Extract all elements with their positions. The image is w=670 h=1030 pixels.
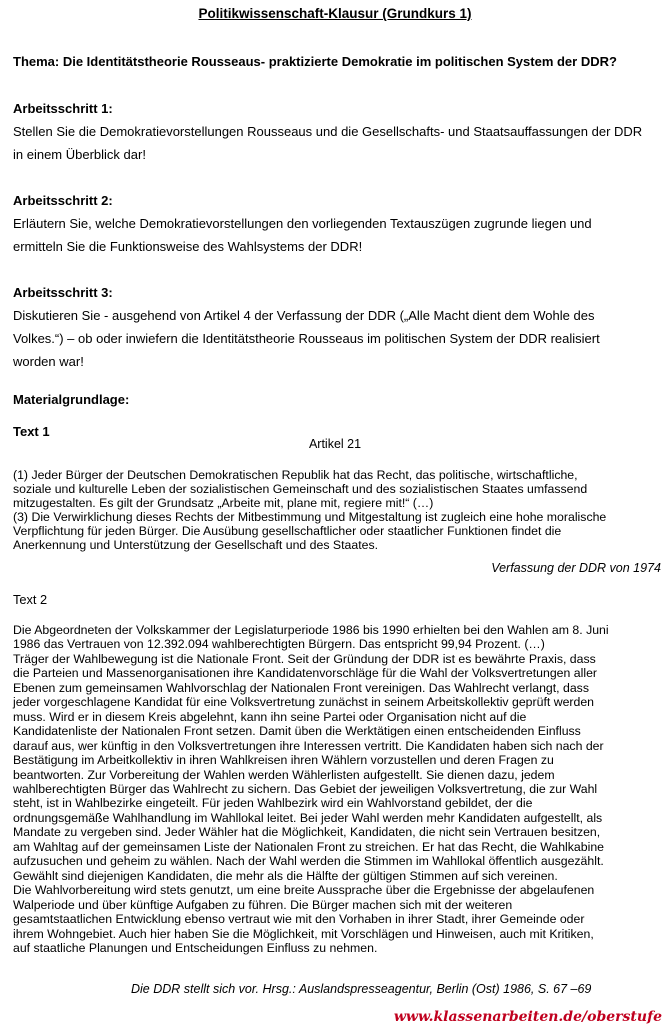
work-step-2-line-1: Erläutern Sie, welche Demokratievorstellungen den vorliegenden Textauszügen zugrunde liegen und [13,216,592,231]
work-step-2 [13,190,661,258]
text2-line: 1986 das Vertrauen von 12.392.094 wahlberechtigten Bürgern. Das entspricht 99,94 Prozent. (…) [13,637,545,652]
text2-label: Text 2 [13,592,48,607]
text2-line: Gewählt sind diejenigen Kandidaten, die mehr als die Hälfte der gültigen Stimmen auf sich vereinen. [13,868,558,883]
work-step-1-line-2: in einem Überblick dar! [13,147,146,162]
footer-site[interactable]: www.klassenarbeiten.de [393,1009,582,1025]
material-heading: Materialgrundlage: [13,392,130,407]
text1-line: Anerkennung und Unterstützung der Gesellschaft und des Staates. [13,538,379,553]
text2-line: darauf aus, wer künftig in den Volksvertretungen ihre Interessen vertritt. Die Kandidaten haben sich nach der [13,738,604,753]
text2-source: Die DDR stellt sich vor. Hrsg.: Auslandspresseagentur, Berlin (Ost) 1986, S. 67 –69 [131,982,592,996]
text2-line: gesamtstaatlichen Entwicklung ebenso vertraut wie mit den Vorhaben in ihrer Stadt, ihrer Gemeinde oder [13,912,585,927]
work-step-2-line-2: ermitteln Sie die Funktionsweise des Wahlsystems der DDR! [13,239,363,254]
text2-line: beantworten. Zur Vorbereitung der Wahlen werden Wählerlisten aufgestellt. Sie dienen dazu, jedem [13,767,555,782]
text2-line: die Parteien und Massenorganisationen ihre Kandidatenvorschläge für die Wahl der Volksvertretungen aller [13,666,597,681]
text2-line: Bestätigung im Arbeitkollektiv in ihren Wahlkreisen ihren Wählern vorzustellen und deren Fragen zu [13,753,554,768]
text1-line: Verpflichtung für jeden Bürger. Die Ausübung gesellschaftlicher oder staatlicher Funktionen findet die [13,524,562,539]
work-step-3-line-2: Volkes.“) – ob oder inwiefern die Identitätstheorie Rousseaus im politischen System der DDR realisiert [13,331,600,346]
topic-line: Thema: Die Identitätstheorie Rousseaus- praktizierte Demokratie im politischen System der DDR? [13,54,617,69]
text2-line: wahlberechtigten Bürger das Wahlrecht zu sichern. Das Gebiet der jeweiligen Volksvertretung, die zur Wahl [13,781,598,796]
text1-body [13,468,665,553]
footer-separator: / [582,1009,588,1025]
text2-line: Die Abgeordneten der Volkskammer der Legislaturperiode 1986 bis 1990 erhielten bei den Wahlen am 8. Juni [13,623,609,637]
text2-line: ihrem Wohngebiet. Auch hier haben Sie die Möglichkeit, mit Vorschlägen und Hinweisen, auch mit Kritiken, [13,926,594,941]
text2-line: ordnungsgemäße Wahlhandlung im Wahllokal leitet. Bei jeder Wahl werden mehr Kandidaten aufgestellt, als [13,810,603,825]
text2-line: am Wahltag auf der gemeinsamen Liste der Nationalen Front zu streichen. Er hat das Recht, die Wahlkabine [13,839,605,854]
text2-line: Mandate zu vergeben sind. Jeder Wähler hat die Möglichkeit, Kandidaten, die nicht sein Vertrauen besitzen, [13,825,601,840]
text2-line: steht, ist in Wahlbezirke eingeteilt. Für jeden Wahlbezirk wird ein Wahlvorstand gebildet, der die [13,796,533,811]
work-step-3 [13,282,661,373]
text2-line: Die Wahlvorbereitung wird stets genutzt, um eine breite Aussprache über die Ergebnisse der abgelaufenen [13,883,595,898]
text1-article-title: Artikel 21 [308,437,362,451]
text1-line: (3) Die Verwirklichung dieses Rechts der Mitbestimmung und Mitgestaltung ist zugleich eine hohe moralische [13,510,607,525]
work-step-1 [13,98,661,166]
text2-line: Ebenen zum gemeinsamen Wahlvorschlag der Nationalen Front vereinigen. Das Wahlrecht verlangt, dass [13,680,589,695]
text2-line: Träger der Wahlbewegung ist die Nationale Front. Seit der Gründung der DDR ist es bewährte Praxis, dass [13,651,596,666]
text1-label: Text 1 [13,424,50,439]
text1-source: Verfassung der DDR von 1974 [491,561,661,575]
document-title: Politikwissenschaft-Klausur (Grundkurs 1) [198,6,472,21]
text2-line: auf staatliche Planungen und Entscheidungen Einfluss zu nehmen. [13,940,378,955]
text1-line: (1) Jeder Bürger der Deutschen Demokratischen Republik hat das Recht, das politische, wirtschaftliche, [13,468,578,482]
work-step-3-heading: Arbeitsschritt 3: [13,285,113,300]
work-step-2-heading: Arbeitsschritt 2: [13,193,113,208]
work-step-3-line-1: Diskutieren Sie - ausgehend von Artikel 4 der Verfassung der DDR („Alle Macht dient dem Wohle des [13,308,595,323]
text2-line: Walperiode und über künftige Aufgaben zu führen. Die Bürger machen sich mit der weiteren [13,897,513,912]
text2-body [13,623,663,955]
footer-watermark[interactable] [394,1009,662,1025]
text2-line: muss. Wird er in diesem Kreis abgelehnt, kann ihn seine Partei oder Organisation nicht auf die [13,709,527,724]
work-step-3-line-3: worden war! [13,354,84,369]
text2-line: Kandidatenliste der Nationalen Front setzen. Damit üben die Werktätigen einen entscheidenden Einfluss [13,724,581,739]
text1-line: soziale und kulturelle Leben der sozialistischen Gemeinschaft und des sozialistischen Staates umfassend [13,482,588,497]
footer-section[interactable]: oberstufe [587,1009,662,1025]
text2-line: jeder vorgeschlagene Kandidat für eine Volksvertretung zunächst in seinem Arbeitskollektiv geprüft werden [13,695,595,710]
text2-line: aufzusuchen und geheim zu wählen. Nach der Wahl werden die Stimmen im Wahllokal öffentlich ausgezählt. [13,854,604,869]
text1-line: mitzugestalten. Es gilt der Grundsatz „Arbeite mit, plane mit, regiere mit!“ (…) [13,496,434,511]
work-step-1-heading: Arbeitsschritt 1: [13,101,113,116]
work-step-1-line-1: Stellen Sie die Demokratievorstellungen Rousseaus und die Gesellschafts- und Staatsauffassungen der DDR [13,124,643,139]
